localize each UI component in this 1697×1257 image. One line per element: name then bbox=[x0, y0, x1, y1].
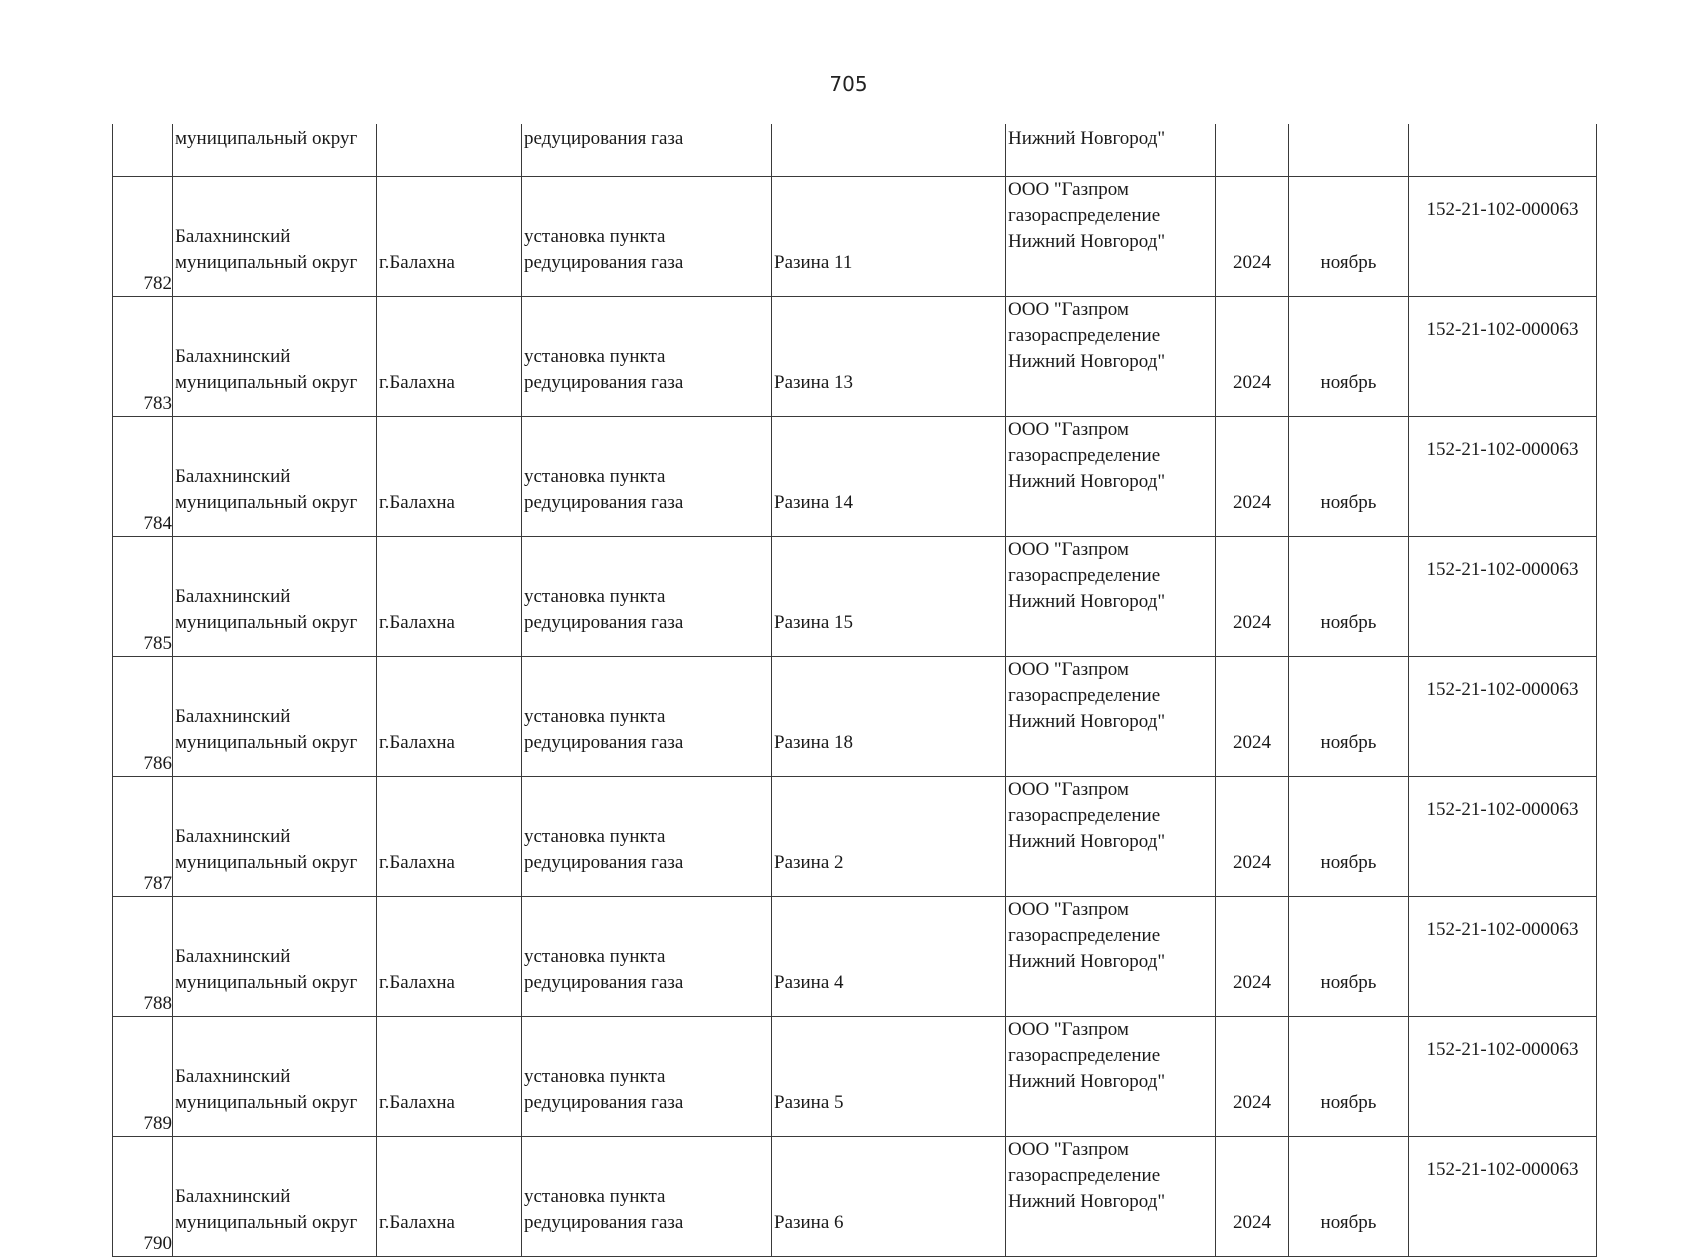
org-line-1: ООО "Газпром bbox=[1008, 779, 1129, 800]
district-line-2: муниципальный округ bbox=[175, 972, 358, 993]
cell-month bbox=[1289, 124, 1409, 177]
table-row bbox=[113, 657, 1597, 777]
cell-code: 152-21-102-000063 bbox=[1409, 1017, 1597, 1137]
cell-district bbox=[173, 177, 377, 297]
cell-locality: г.Балахна bbox=[377, 1017, 522, 1137]
cell-num: 786 bbox=[113, 657, 173, 777]
cell-district bbox=[173, 777, 377, 897]
cell-code: 152-21-102-000063 bbox=[1409, 537, 1597, 657]
org-line-2: газораспределение bbox=[1008, 565, 1161, 586]
work-line-1: установка пункта bbox=[524, 826, 666, 847]
district-line-2: муниципальный округ bbox=[175, 1092, 358, 1113]
cell-num: 785 bbox=[113, 537, 173, 657]
cell-month: ноябрь bbox=[1289, 1137, 1409, 1257]
work-line-2: редуцирования газа bbox=[524, 852, 684, 873]
cell-locality: г.Балахна bbox=[377, 417, 522, 537]
district-line-1: Балахнинский bbox=[175, 586, 291, 607]
district-line-2: муниципальный округ bbox=[175, 852, 358, 873]
cell-year: 2024 bbox=[1216, 657, 1289, 777]
org-line-3: Нижний Новгород" bbox=[1008, 351, 1166, 372]
table-row bbox=[113, 1137, 1597, 1257]
cell-work bbox=[522, 297, 772, 417]
work-line-1: установка пункта bbox=[524, 226, 666, 247]
cell-month: ноябрь bbox=[1289, 177, 1409, 297]
cell-num: 783 bbox=[113, 297, 173, 417]
cell-month: ноябрь bbox=[1289, 417, 1409, 537]
district-line-1: Балахнинский bbox=[175, 346, 291, 367]
district-line-2: муниципальный округ bbox=[175, 252, 358, 273]
org-line-1: ООО "Газпром bbox=[1008, 179, 1129, 200]
page-number: 705 bbox=[829, 72, 868, 96]
cell-year: 2024 bbox=[1216, 297, 1289, 417]
cell-num: 789 bbox=[113, 1017, 173, 1137]
cell-address: Разина 14 bbox=[772, 417, 1006, 537]
work-line-1: установка пункта bbox=[524, 706, 666, 727]
cell-address: Разина 6 bbox=[772, 1137, 1006, 1257]
cell-locality: г.Балахна bbox=[377, 177, 522, 297]
cell-address: Разина 4 bbox=[772, 897, 1006, 1017]
district-line-1: Балахнинский bbox=[175, 466, 291, 487]
cell-year: 2024 bbox=[1216, 537, 1289, 657]
table-row bbox=[113, 1017, 1597, 1137]
work-line-1: установка пункта bbox=[524, 346, 666, 367]
cell-district bbox=[173, 1137, 377, 1257]
table-row bbox=[113, 297, 1597, 417]
org-line-1: ООО "Газпром bbox=[1008, 299, 1129, 320]
org-line-3: Нижний Новгород" bbox=[1008, 951, 1166, 972]
cell-district bbox=[173, 657, 377, 777]
district-line-1: Балахнинский bbox=[175, 1066, 291, 1087]
cell-org bbox=[1006, 297, 1216, 417]
org-line-3: Нижний Новгород" bbox=[1008, 831, 1166, 852]
cell-num: 790 bbox=[113, 1137, 173, 1257]
cell-locality: г.Балахна bbox=[377, 657, 522, 777]
work-line-1: установка пункта bbox=[524, 466, 666, 487]
work-line-2: редуцирования газа bbox=[524, 1212, 684, 1233]
cell-address: Разина 18 bbox=[772, 657, 1006, 777]
work-line-2: редуцирования газа bbox=[524, 612, 684, 633]
cell-org bbox=[1006, 1017, 1216, 1137]
cell-work bbox=[522, 1137, 772, 1257]
org-line-3: Нижний Новгород" bbox=[1008, 1191, 1166, 1212]
cell-district: муниципальный округ bbox=[173, 124, 377, 177]
cell-year: 2024 bbox=[1216, 177, 1289, 297]
cell-month: ноябрь bbox=[1289, 897, 1409, 1017]
district-line-2: муниципальный округ bbox=[175, 612, 358, 633]
cell-num: 788 bbox=[113, 897, 173, 1017]
cell-code: 152-21-102-000063 bbox=[1409, 657, 1597, 777]
org-line-1: ООО "Газпром bbox=[1008, 1139, 1129, 1160]
cell-address: Разина 13 bbox=[772, 297, 1006, 417]
org-line-1: ООО "Газпром bbox=[1008, 659, 1129, 680]
cell-work bbox=[522, 897, 772, 1017]
district-line-1: Балахнинский bbox=[175, 826, 291, 847]
district-line-1: Балахнинский bbox=[175, 1186, 291, 1207]
cell-work bbox=[522, 777, 772, 897]
org-line-2: газораспределение bbox=[1008, 925, 1161, 946]
cell-org bbox=[1006, 417, 1216, 537]
cell-org bbox=[1006, 177, 1216, 297]
cell-org bbox=[1006, 537, 1216, 657]
cell-code bbox=[1409, 124, 1597, 177]
work-line-2: редуцирования газа bbox=[524, 732, 684, 753]
district-line-1: Балахнинский bbox=[175, 226, 291, 247]
cell-work bbox=[522, 417, 772, 537]
cell-month: ноябрь bbox=[1289, 777, 1409, 897]
cell-work: редуцирования газа bbox=[522, 124, 772, 177]
cell-org bbox=[1006, 777, 1216, 897]
cell-locality: г.Балахна bbox=[377, 777, 522, 897]
org-line-2: газораспределение bbox=[1008, 205, 1161, 226]
cell-work bbox=[522, 177, 772, 297]
cell-month: ноябрь bbox=[1289, 297, 1409, 417]
org-line-1: ООО "Газпром bbox=[1008, 419, 1129, 440]
work-line-1: установка пункта bbox=[524, 586, 666, 607]
org-line-2: газораспределение bbox=[1008, 1045, 1161, 1066]
table-body bbox=[113, 124, 1597, 1257]
org-line-3: Нижний Новгород" bbox=[1008, 471, 1166, 492]
org-line-3: Нижний Новгород" bbox=[1008, 1071, 1166, 1092]
org-line-3: Нижний Новгород" bbox=[1008, 711, 1166, 732]
table-row-continuation bbox=[113, 124, 1597, 177]
cell-district bbox=[173, 897, 377, 1017]
cell-num: 782 bbox=[113, 177, 173, 297]
cell-work bbox=[522, 657, 772, 777]
org-line-2: газораспределение bbox=[1008, 805, 1161, 826]
table-row bbox=[113, 537, 1597, 657]
org-line-2: газораспределение bbox=[1008, 325, 1161, 346]
cell-num bbox=[113, 124, 173, 177]
cell-year: 2024 bbox=[1216, 1017, 1289, 1137]
cell-district bbox=[173, 1017, 377, 1137]
cell-locality bbox=[377, 124, 522, 177]
work-line-1: установка пункта bbox=[524, 1186, 666, 1207]
cell-code: 152-21-102-000063 bbox=[1409, 777, 1597, 897]
cell-code: 152-21-102-000063 bbox=[1409, 1137, 1597, 1257]
cell-org bbox=[1006, 1137, 1216, 1257]
district-line-2: муниципальный округ bbox=[175, 1212, 358, 1233]
work-line-1: установка пункта bbox=[524, 1066, 666, 1087]
org-line-2: газораспределение bbox=[1008, 1165, 1161, 1186]
cell-code: 152-21-102-000063 bbox=[1409, 297, 1597, 417]
cell-address: Разина 11 bbox=[772, 177, 1006, 297]
table-row bbox=[113, 417, 1597, 537]
cell-num: 787 bbox=[113, 777, 173, 897]
cell-org bbox=[1006, 897, 1216, 1017]
registry-table bbox=[112, 124, 1597, 1257]
cell-address: Разина 15 bbox=[772, 537, 1006, 657]
cell-month: ноябрь bbox=[1289, 1017, 1409, 1137]
cell-locality: г.Балахна bbox=[377, 537, 522, 657]
cell-locality: г.Балахна bbox=[377, 897, 522, 1017]
work-line-2: редуцирования газа bbox=[524, 372, 684, 393]
org-line-2: газораспределение bbox=[1008, 685, 1161, 706]
cell-code: 152-21-102-000063 bbox=[1409, 897, 1597, 1017]
cell-year: 2024 bbox=[1216, 417, 1289, 537]
cell-year bbox=[1216, 124, 1289, 177]
org-line-2: газораспределение bbox=[1008, 445, 1161, 466]
cell-num: 784 bbox=[113, 417, 173, 537]
work-line-2: редуцирования газа bbox=[524, 1092, 684, 1113]
org-line-1: ООО "Газпром bbox=[1008, 899, 1129, 920]
cell-work bbox=[522, 1017, 772, 1137]
org-line-1: ООО "Газпром bbox=[1008, 539, 1129, 560]
cell-district bbox=[173, 537, 377, 657]
cell-code: 152-21-102-000063 bbox=[1409, 177, 1597, 297]
cell-month: ноябрь bbox=[1289, 537, 1409, 657]
district-line-1: Балахнинский bbox=[175, 946, 291, 967]
table-row bbox=[113, 777, 1597, 897]
cell-locality: г.Балахна bbox=[377, 297, 522, 417]
work-line-1: установка пункта bbox=[524, 946, 666, 967]
district-line-2: муниципальный округ bbox=[175, 732, 358, 753]
table-row bbox=[113, 177, 1597, 297]
cell-year: 2024 bbox=[1216, 777, 1289, 897]
cell-district bbox=[173, 417, 377, 537]
org-line-3: Нижний Новгород" bbox=[1008, 231, 1166, 252]
work-line-2: редуцирования газа bbox=[524, 492, 684, 513]
cell-code: 152-21-102-000063 bbox=[1409, 417, 1597, 537]
district-line-2: муниципальный округ bbox=[175, 372, 358, 393]
org-line-3: Нижний Новгород" bbox=[1008, 591, 1166, 612]
work-line-2: редуцирования газа bbox=[524, 972, 684, 993]
cell-address: Разина 2 bbox=[772, 777, 1006, 897]
district-line-1: Балахнинский bbox=[175, 706, 291, 727]
work-line-2: редуцирования газа bbox=[524, 252, 684, 273]
org-line-1: ООО "Газпром bbox=[1008, 1019, 1129, 1040]
cell-month: ноябрь bbox=[1289, 657, 1409, 777]
cell-address bbox=[772, 124, 1006, 177]
cell-work bbox=[522, 537, 772, 657]
cell-org: Нижний Новгород" bbox=[1006, 124, 1216, 177]
table-row bbox=[113, 897, 1597, 1017]
cell-district bbox=[173, 297, 377, 417]
cell-locality: г.Балахна bbox=[377, 1137, 522, 1257]
district-line-2: муниципальный округ bbox=[175, 492, 358, 513]
cell-org bbox=[1006, 657, 1216, 777]
cell-year: 2024 bbox=[1216, 1137, 1289, 1257]
cell-year: 2024 bbox=[1216, 897, 1289, 1017]
cell-address: Разина 5 bbox=[772, 1017, 1006, 1137]
